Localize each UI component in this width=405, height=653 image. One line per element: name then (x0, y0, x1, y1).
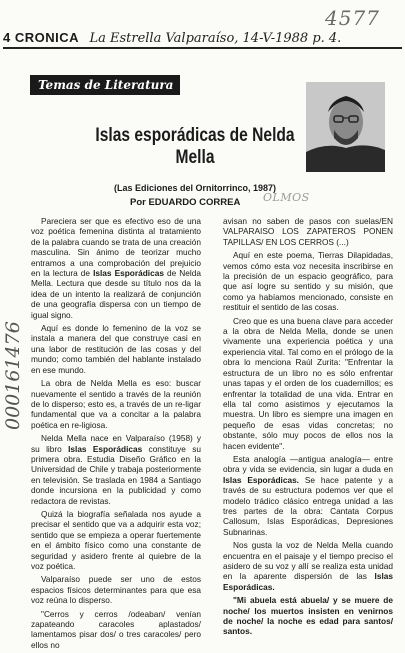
handwritten-side-code (2, 215, 26, 435)
paragraph (223, 316, 393, 451)
paragraph (31, 378, 201, 430)
paragraph (31, 609, 201, 651)
book-title-emphasis: Islas Esporádicas. (223, 571, 393, 592)
paragraph (31, 433, 201, 506)
paragraph-text: "Cerros y cerros /odeaban/ venían zapateando caracoles aplastados/ lamentamos pisar dos/ o tres caracoles/ pero ellos no (31, 608, 201, 650)
newspaper-header (3, 29, 403, 47)
paragraph-text-tail: de Nelda Mella. Lectura que desde su título nos da la idea de un intento la realizará de conjunción de una geografía dispersa con un tiempo de igual signo. (31, 268, 201, 320)
banner-label: Temas de Literatura (38, 78, 174, 92)
handwritten-source-note: La Estrella Valparaíso, 14-V-1988 p. 4. (89, 31, 342, 46)
book-title-emphasis: Islas Esporádicas (93, 268, 164, 279)
section-label: 4 CRONICA (3, 30, 80, 45)
article-subtitle: (Las Ediciones del Ornitorrinco, 1987) (113, 183, 277, 193)
paragraph-text-tail: constituye su primera obra. Estudia Diseño Gráfico en la Universidad de Chile y trabaja posteriormente en televisión. Se traslada en 1984 a Santiago donde incursiona en la publicidad y como redactora de revistas. (31, 443, 201, 506)
paragraph (223, 216, 393, 247)
paragraph-text: Nos gusta la voz de Nelda Mella cuando encuentra en el paisaje y el tiempo preciso el asidero de su voz y allí se realiza esta unidad en la aparente dispersión de las (223, 540, 393, 582)
article-column-right (223, 216, 393, 640)
paragraph-text: Quizá la biografía señalada nos ayude a precisar el sentido que va a adquirir esta voz; sentido que se empieza a operar fuertemente en el ámbito físico como una constante de seguridad y asidero frente al quiebre de la voz poética. (31, 508, 201, 571)
paragraph (31, 216, 201, 320)
paragraph (31, 509, 201, 571)
paragraph (223, 595, 393, 637)
paragraph-text: avisan no saben de pasos con suelas/EN VALPARAISO LOS ZAPATEROS PONEN TAPILLAS/ EN LOS CERROS (...) (223, 216, 393, 247)
paragraph-text: Creo que es una buena clave para acceder a la obra de Nelda Mella, donde se unen vivamente una experiencia poética y una experiencia vital. Tal como en el prólogo de la obra lo menciona Raúl Zurita: "Enfrentar la estructura de un libro no es sólo enfrentar unas tapas y el orden de los cuadernillos; es enfrentar la totalidad de una vida. Entrar en ella tal como asistimos y ejecutamos la muestra. Un libro es siempre una imagen en pequeño de esas vidas concretas; no obstante, sólo muy pocos de ellos nos la hacen evidente". (223, 315, 393, 451)
paragraph-text: "Mi abuela está abuela/ y se muere de noche/ los muertos insisten en venirnos de noche/ la noche es edad para santos/ santos. (223, 595, 393, 637)
handwritten-byline-annotation: OLMOS (263, 191, 310, 204)
article-title: Islas esporádicas de Nelda Mella (95, 125, 295, 168)
paragraph (31, 323, 201, 375)
section-banner (30, 75, 180, 95)
book-title-emphasis: Islas Esporádicas (68, 443, 143, 454)
paragraph-text-tail: Se hace patente y a través de su estructura podemos ver que el modelo trádico clásico entrega unidad a las tres partes de la obra: Cantata Corpus Callosum, Islas Esporádicas, Depresiones Subnarinas. (223, 474, 393, 537)
side-code-text: 000161476 (2, 321, 24, 430)
header-rule (3, 47, 402, 49)
author-photo (306, 82, 385, 172)
paragraph (223, 454, 393, 537)
paragraph (31, 574, 201, 605)
paragraph-text: Aquí es donde lo femenino de la voz se instala a manera del que construye casi en una labor de restitución de las cosas y del mundo; como también del hablante instalado en ese mundo. (31, 323, 201, 375)
handwritten-catalog-number: 4577 (325, 6, 380, 30)
paragraph-text: Pareciera ser que es efectivo eso de una voz poética femenina distinta al tratamiento de la palabra cuando se trata de una creación masculina. Sin ánimo de teorizar mucho entramos a una comprobación del prejuicio en la lectura de (31, 216, 201, 279)
portrait-image (306, 82, 385, 172)
paragraph-text: Valparaíso puede ser uno de estos espacios físicos determinantes para que esa voz reúna lo disperso. (31, 574, 201, 606)
paragraph (223, 250, 393, 312)
article-byline: Por EDUARDO CORREA (130, 197, 241, 208)
paragraph-text: Nelda Mella nace en Valparaíso (1958) y su libro (31, 433, 201, 454)
paragraph-text: La obra de Nelda Mella es eso: buscar nuevamente el sentido a través de la reunión de lo disperso; esto es, a través de un re-ligar fundamental que va a concitar a la palabra poética en re-ligiosa. (31, 378, 201, 430)
paragraph (223, 540, 393, 592)
article-column-left (31, 216, 201, 653)
paragraph-text: Esta analogía —antigua analogía— entre obra y vida se evidencia, sin lugar a duda en (223, 453, 393, 475)
paragraph-text: Aquí en este poema, Tierras Dilapidadas, vemos cómo esta voz necesita inscribirse en la precisión de un espacio geográfico, para que así logre su sentido y su misión, que como ya habíamos mencionado, consiste en restituir el sentido de las cosas. (223, 250, 393, 313)
book-title-emphasis: Islas Esporádicas. (223, 474, 299, 485)
